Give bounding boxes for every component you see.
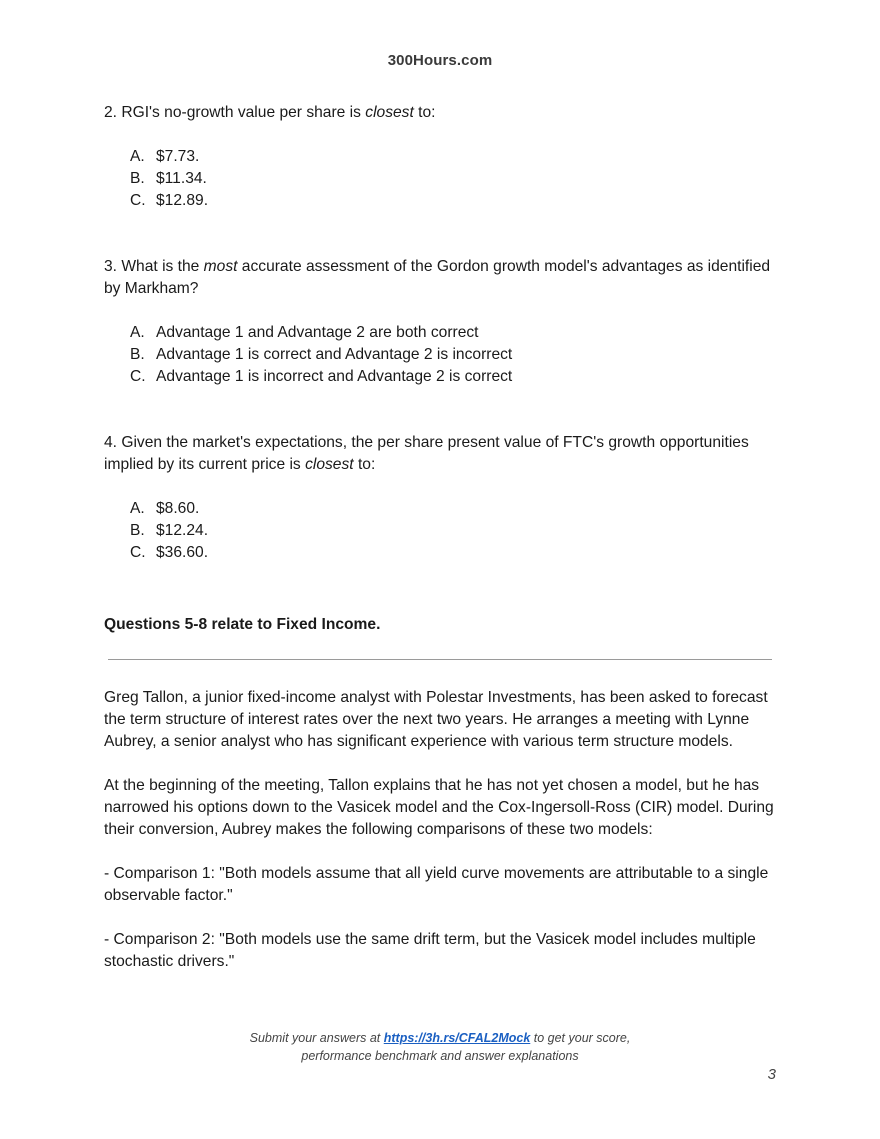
section-divider xyxy=(108,659,772,660)
answer-options xyxy=(104,322,784,388)
footer-line-1 xyxy=(0,1029,880,1047)
vignette-paragraph: Greg Tallon, a junior fixed-income analyst with Polestar Investments, has been asked to forecast the term structure of interest rates over the next two years. He arranges a meeting with Lynne Aubrey, a senior analyst who has significant experience with various term structure models. xyxy=(104,689,768,750)
mock-exam-link[interactable]: https://3h.rs/CFAL2Mock xyxy=(383,1031,531,1045)
option-letter: C. xyxy=(130,368,146,385)
answer-option-a[interactable] xyxy=(130,146,784,168)
main-content xyxy=(104,102,784,973)
option-letter: A. xyxy=(130,324,145,341)
spacer xyxy=(104,212,784,256)
option-text: $12.24. xyxy=(156,522,209,539)
page-footer xyxy=(0,1029,880,1065)
answer-option-b[interactable] xyxy=(130,168,784,190)
footer-text: to get your score, xyxy=(530,1031,631,1045)
page-number: 3 xyxy=(767,1066,776,1083)
option-text: $8.60. xyxy=(156,500,200,517)
stem-text: 2. RGI's no-growth value per share is xyxy=(104,104,366,121)
footer-text: Submit your answers at xyxy=(249,1031,384,1045)
option-letter: B. xyxy=(130,522,145,539)
option-letter: B. xyxy=(130,346,145,363)
option-text: Advantage 1 is incorrect and Advantage 2 is correct xyxy=(156,368,513,385)
answer-option-b[interactable] xyxy=(130,344,784,366)
question-2 xyxy=(104,102,784,212)
question-stem xyxy=(104,102,784,124)
stem-emphasis: most xyxy=(203,258,238,275)
answer-option-c[interactable] xyxy=(130,542,784,564)
option-text: Advantage 1 and Advantage 2 are both correct xyxy=(156,324,479,341)
option-letter: C. xyxy=(130,192,146,209)
answer-options xyxy=(104,498,784,564)
answer-option-b[interactable] xyxy=(130,520,784,542)
stem-text: to: xyxy=(353,456,376,473)
comparison-2: - Comparison 2: "Both models use the same drift term, but the Vasicek model includes multiple stochastic drivers." xyxy=(104,931,756,970)
answer-option-c[interactable] xyxy=(130,190,784,212)
answer-option-a[interactable] xyxy=(130,322,784,344)
option-text: $12.89. xyxy=(156,192,209,209)
page-header-site: 300Hours.com xyxy=(387,52,493,69)
answer-option-c[interactable] xyxy=(130,366,784,388)
stem-text: 3. What is the xyxy=(104,258,204,275)
option-text: $36.60. xyxy=(156,544,209,561)
spacer xyxy=(104,388,784,432)
stem-text: accurate assessment of the Gordon growth model's advantages as identified by Markham? xyxy=(104,258,771,297)
option-letter: A. xyxy=(130,148,145,165)
option-text: $7.73. xyxy=(156,148,200,165)
option-letter: C. xyxy=(130,544,146,561)
question-stem xyxy=(104,432,784,476)
question-stem xyxy=(104,256,784,300)
footer-line-2: performance benchmark and answer explanations xyxy=(301,1049,579,1063)
option-letter: A. xyxy=(130,500,145,517)
vignette-paragraph: At the beginning of the meeting, Tallon explains that he has not yet chosen a model, but he has narrowed his options down to the Vasicek model and the Cox-Ingersoll-Ross (CIR) model. During their conversion, Aubrey makes the following comparisons of these two models: xyxy=(104,777,774,838)
question-4 xyxy=(104,432,784,564)
option-text: $11.34. xyxy=(156,170,207,187)
section-heading: Questions 5-8 relate to Fixed Income. xyxy=(104,616,381,633)
answer-options xyxy=(104,146,784,212)
answer-option-a[interactable] xyxy=(130,498,784,520)
option-text: Advantage 1 is correct and Advantage 2 is incorrect xyxy=(156,346,513,363)
stem-emphasis: closest xyxy=(365,104,414,121)
stem-emphasis: closest xyxy=(305,456,354,473)
option-letter: B. xyxy=(130,170,145,187)
stem-text: to: xyxy=(413,104,436,121)
comparison-1: - Comparison 1: "Both models assume that all yield curve movements are attributable to a single observable factor." xyxy=(104,865,769,904)
stem-text: 4. Given the market's expectations, the per share present value of FTC's growth opportunities implied by its current price is xyxy=(104,434,749,473)
question-3 xyxy=(104,256,784,388)
